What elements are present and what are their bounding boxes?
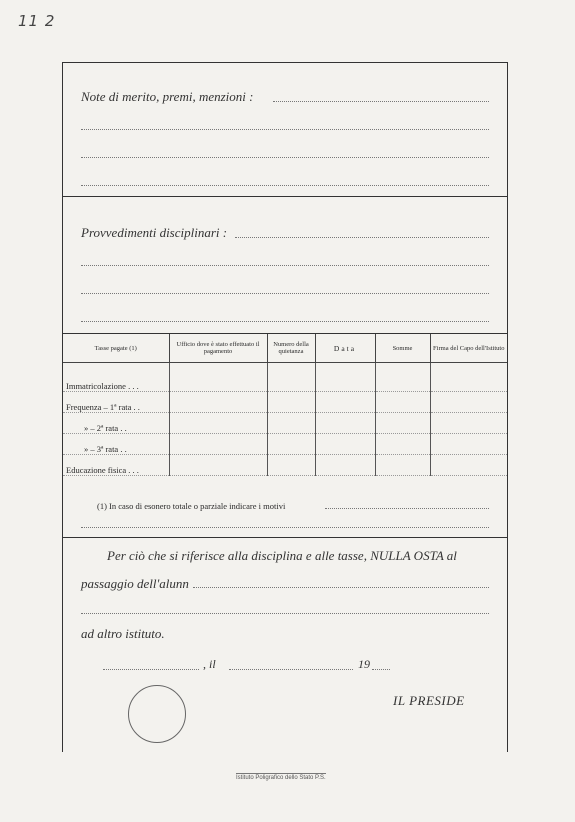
printer-footer: Istituto Poligrafico dello Stato P.S. [236,775,326,781]
table-row [63,455,507,476]
table-cell[interactable] [315,413,375,434]
official-stamp-circle [128,685,186,743]
table-cell[interactable] [315,392,375,413]
clearance-section [63,537,507,538]
table-cell[interactable] [267,434,315,455]
col-header-receipt-number: Numero della quietanza [267,334,315,363]
table-cell[interactable] [375,371,430,392]
page-number: 11 2 [18,12,56,30]
year-prefix: 19 [358,657,370,671]
row-label: Frequenza – 1ª rata . . [63,392,169,413]
table-cell[interactable] [375,392,430,413]
table-row [63,392,507,413]
student-name-line[interactable] [193,587,489,588]
notes-heading: Note di merito, premi, menzioni : [81,89,254,104]
table-cell[interactable] [430,392,507,413]
table-cell[interactable] [315,455,375,476]
row-label: Educazione fisica . . . [63,455,169,476]
table-cell[interactable] [169,392,267,413]
table-row [63,413,507,434]
table-row [63,371,507,392]
table-cell[interactable] [375,455,430,476]
clearance-line-3: ad altro istituto. [81,626,165,641]
notes-line[interactable] [81,157,489,158]
exemption-line[interactable] [325,508,489,509]
table-cell[interactable] [430,434,507,455]
table-cell[interactable] [267,455,315,476]
row-label: Immatricolazione . . . [63,371,169,392]
disciplinary-heading: Provvedimenti disciplinari : [81,225,228,240]
table-cell[interactable] [169,413,267,434]
table-row [63,434,507,455]
row-label: » – 2ª rata . . [63,413,169,434]
signatory-label: IL PRESIDE [393,693,465,708]
col-header-date: Data [315,334,375,363]
col-header-signature: Firma del Capo dell'Istituto [430,334,507,363]
table-cell[interactable] [315,434,375,455]
table-cell[interactable] [430,455,507,476]
table-cell[interactable] [267,413,315,434]
table-cell[interactable] [169,371,267,392]
disciplinary-line[interactable] [81,293,489,294]
clearance-line-1: Per ciò che si riferisce alla disciplina e alle tasse, NULLA OSTA al [107,548,457,563]
table-cell[interactable] [267,371,315,392]
col-header-office: Ufficio dove è stato effettuato il pagamento [169,334,267,363]
exemption-footnote: (1) In caso di esonero totale o parziale indicare i motivi [97,501,286,511]
notes-line[interactable] [273,101,489,102]
table-cell[interactable] [169,434,267,455]
notes-line[interactable] [81,129,489,130]
disciplinary-line[interactable] [235,237,489,238]
place-line[interactable] [103,669,199,670]
clearance-line-2: passaggio dell'alunn [81,576,189,591]
year-line[interactable] [372,669,390,670]
date-line[interactable] [229,669,353,670]
disciplinary-line[interactable] [81,321,489,322]
table-cell[interactable] [169,455,267,476]
notes-line[interactable] [81,185,489,186]
table-cell[interactable] [267,392,315,413]
table-cell[interactable] [375,413,430,434]
table-row [63,363,507,372]
col-header-amount: Somme [375,334,430,363]
row-label: » – 3ª rata . . [63,434,169,455]
disciplinary-line[interactable] [81,265,489,266]
date-il-label: , il [203,657,216,671]
col-header-fees: Tasse pagate (1) [63,334,169,363]
form-frame [62,62,508,752]
disciplinary-section [63,197,507,334]
fees-table-header [63,334,507,363]
table-cell[interactable] [430,413,507,434]
table-cell[interactable] [375,434,430,455]
fees-table [63,334,507,476]
student-name-line[interactable] [81,613,489,614]
table-cell[interactable] [430,371,507,392]
table-cell[interactable] [315,371,375,392]
notes-section [63,63,507,197]
exemption-line[interactable] [81,527,489,528]
